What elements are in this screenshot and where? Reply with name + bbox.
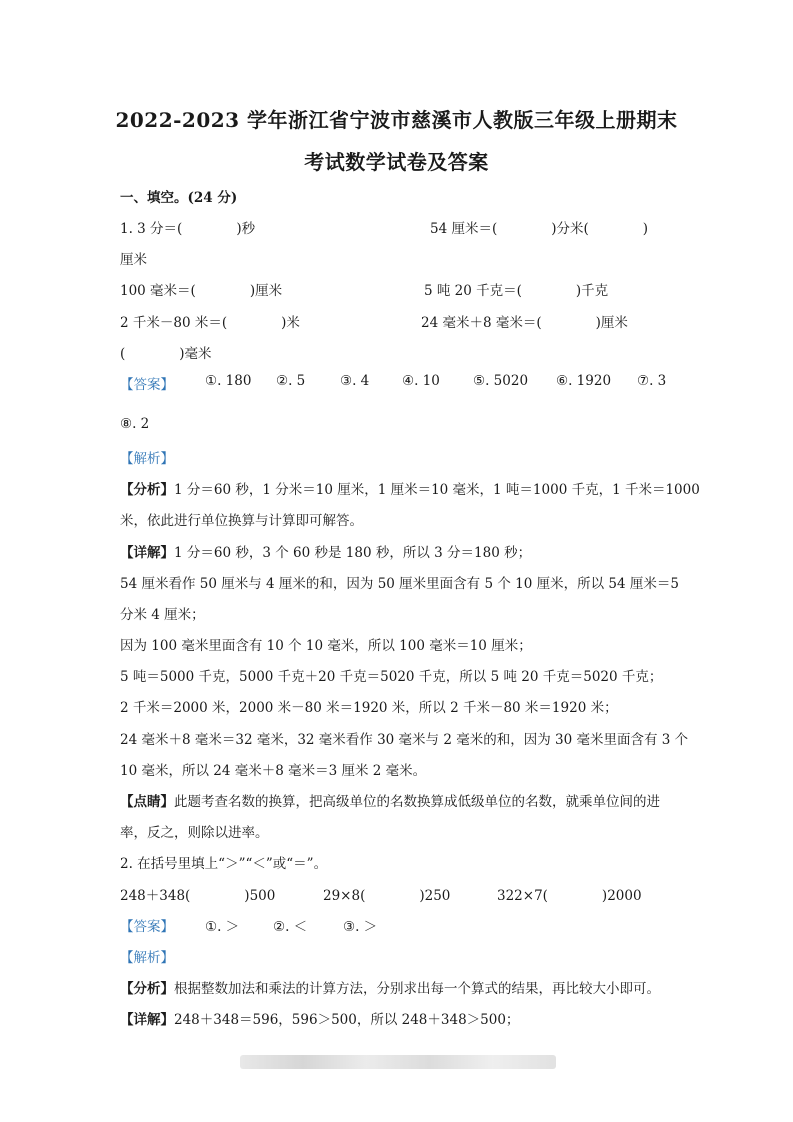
q1-item-a: 1. 3 分＝( )秒 — [120, 221, 256, 237]
q2-expr-2: 29×8( )250 — [323, 888, 451, 904]
q1-dianjing-line1: 【点睛】此题考查名数的换算，把高级单位的名数换算成低级单位的名数，就乘单位间的进 — [120, 794, 660, 810]
q1-answer-8: ⑧. 2 — [120, 416, 150, 432]
q1-answer-3: ③. 4 — [340, 373, 370, 389]
doc-title-line1: 2022-2023 学年浙江省宁波市慈溪市人教版三年级上册期末 — [115, 108, 678, 132]
q1-xiangjie-line4: 因为 100 毫米里面含有 10 个 10 毫米，所以 100 毫米＝10 厘米； — [120, 638, 532, 654]
q2-answer-label: 【答案】 — [120, 919, 174, 935]
q1-dianjing-line2: 率，反之，则除以进率。 — [120, 825, 269, 841]
q2-fenxi-line1: 【分析】根据整数加法和乘法的计算方法，分别求出每一个算式的结果，再比较大小即可。 — [120, 981, 660, 997]
q1-xiangjie-line1: 【详解】1 分＝60 秒，3 个 60 秒是 180 秒，所以 3 分＝180 秒； — [120, 545, 532, 561]
q1-item-c: 100 毫米＝( )厘米 — [120, 283, 283, 299]
q1-item-f-wrap: ( )毫米 — [120, 346, 212, 362]
q2-analysis-label: 【解析】 — [120, 950, 174, 966]
q1-fenxi-line2: 米，依此进行单位换算与计算即可解答。 — [120, 513, 363, 529]
q2-stem: 2. 在括号里填上“＞”“＜”或“＝”。 — [120, 856, 328, 872]
q1-xiangjie-line7: 24 毫米＋8 毫米＝32 毫米，32 毫米看作 30 毫米与 2 毫米的和，因为 30 毫米里面含有 3 个 — [120, 732, 689, 748]
q1-answer-5: ⑤. 5020 — [473, 373, 529, 389]
q1-item-b: 54 厘米＝( )分米( ) — [430, 221, 649, 237]
q1-xiangjie-line6: 2 千米＝2000 米，2000 米－80 米＝1920 米，所以 2 千米－80 米＝1920 米； — [120, 700, 618, 716]
q1-answer-1: ①. 180 — [205, 373, 252, 389]
q1-item-b-wrap: 厘米 — [120, 252, 147, 268]
q1-xiangjie-line2: 54 厘米看作 50 厘米与 4 厘米的和，因为 50 厘米里面含有 5 个 10 厘米，所以 54 厘米＝5 — [120, 576, 679, 592]
q1-answer-6: ⑥. 1920 — [556, 373, 612, 389]
doc-title-line2: 考试数学试卷及答案 — [304, 150, 489, 174]
q1-analysis-label: 【解析】 — [120, 451, 174, 467]
q1-item-d: 5 吨 20 千克＝( )千克 — [424, 283, 609, 299]
q2-answer-3: ③. ＞ — [343, 919, 378, 935]
blurred-footer-watermark — [240, 1055, 556, 1069]
q1-xiangjie-line3: 分米 4 厘米； — [120, 607, 205, 623]
q1-xiangjie-line5: 5 吨＝5000 千克，5000 千克＋20 千克＝5020 千克，所以 5 吨 20 千克＝5020 千克； — [120, 669, 663, 685]
q1-item-f: 24 毫米＋8 毫米＝( )厘米 — [421, 315, 628, 331]
q1-answer-4: ④. 10 — [402, 373, 440, 389]
section-heading: 一、填空。(24 分) — [120, 190, 238, 206]
q1-answer-label: 【答案】 — [120, 377, 174, 393]
q2-answer-2: ②. ＜ — [273, 919, 308, 935]
q1-xiangjie-line8: 10 毫米，所以 24 毫米＋8 毫米＝3 厘米 2 毫米。 — [120, 763, 427, 779]
q1-item-e: 2 千米－80 米＝( )米 — [120, 315, 300, 331]
q2-answer-1: ①. ＞ — [205, 919, 240, 935]
q1-answer-7: ⑦. 3 — [637, 373, 667, 389]
q2-expr-3: 322×7( )2000 — [497, 888, 642, 904]
q2-expr-1: 248＋348( )500 — [120, 888, 276, 904]
q2-xiangjie-line1: 【详解】248＋348＝596，596＞500，所以 248＋348＞500； — [120, 1012, 520, 1028]
q1-fenxi-line1: 【分析】1 分＝60 秒，1 分米＝10 厘米，1 厘米＝10 毫米，1 吨＝1000 千克，1 千米＝1000 — [120, 482, 700, 498]
q1-answer-2: ②. 5 — [276, 373, 306, 389]
